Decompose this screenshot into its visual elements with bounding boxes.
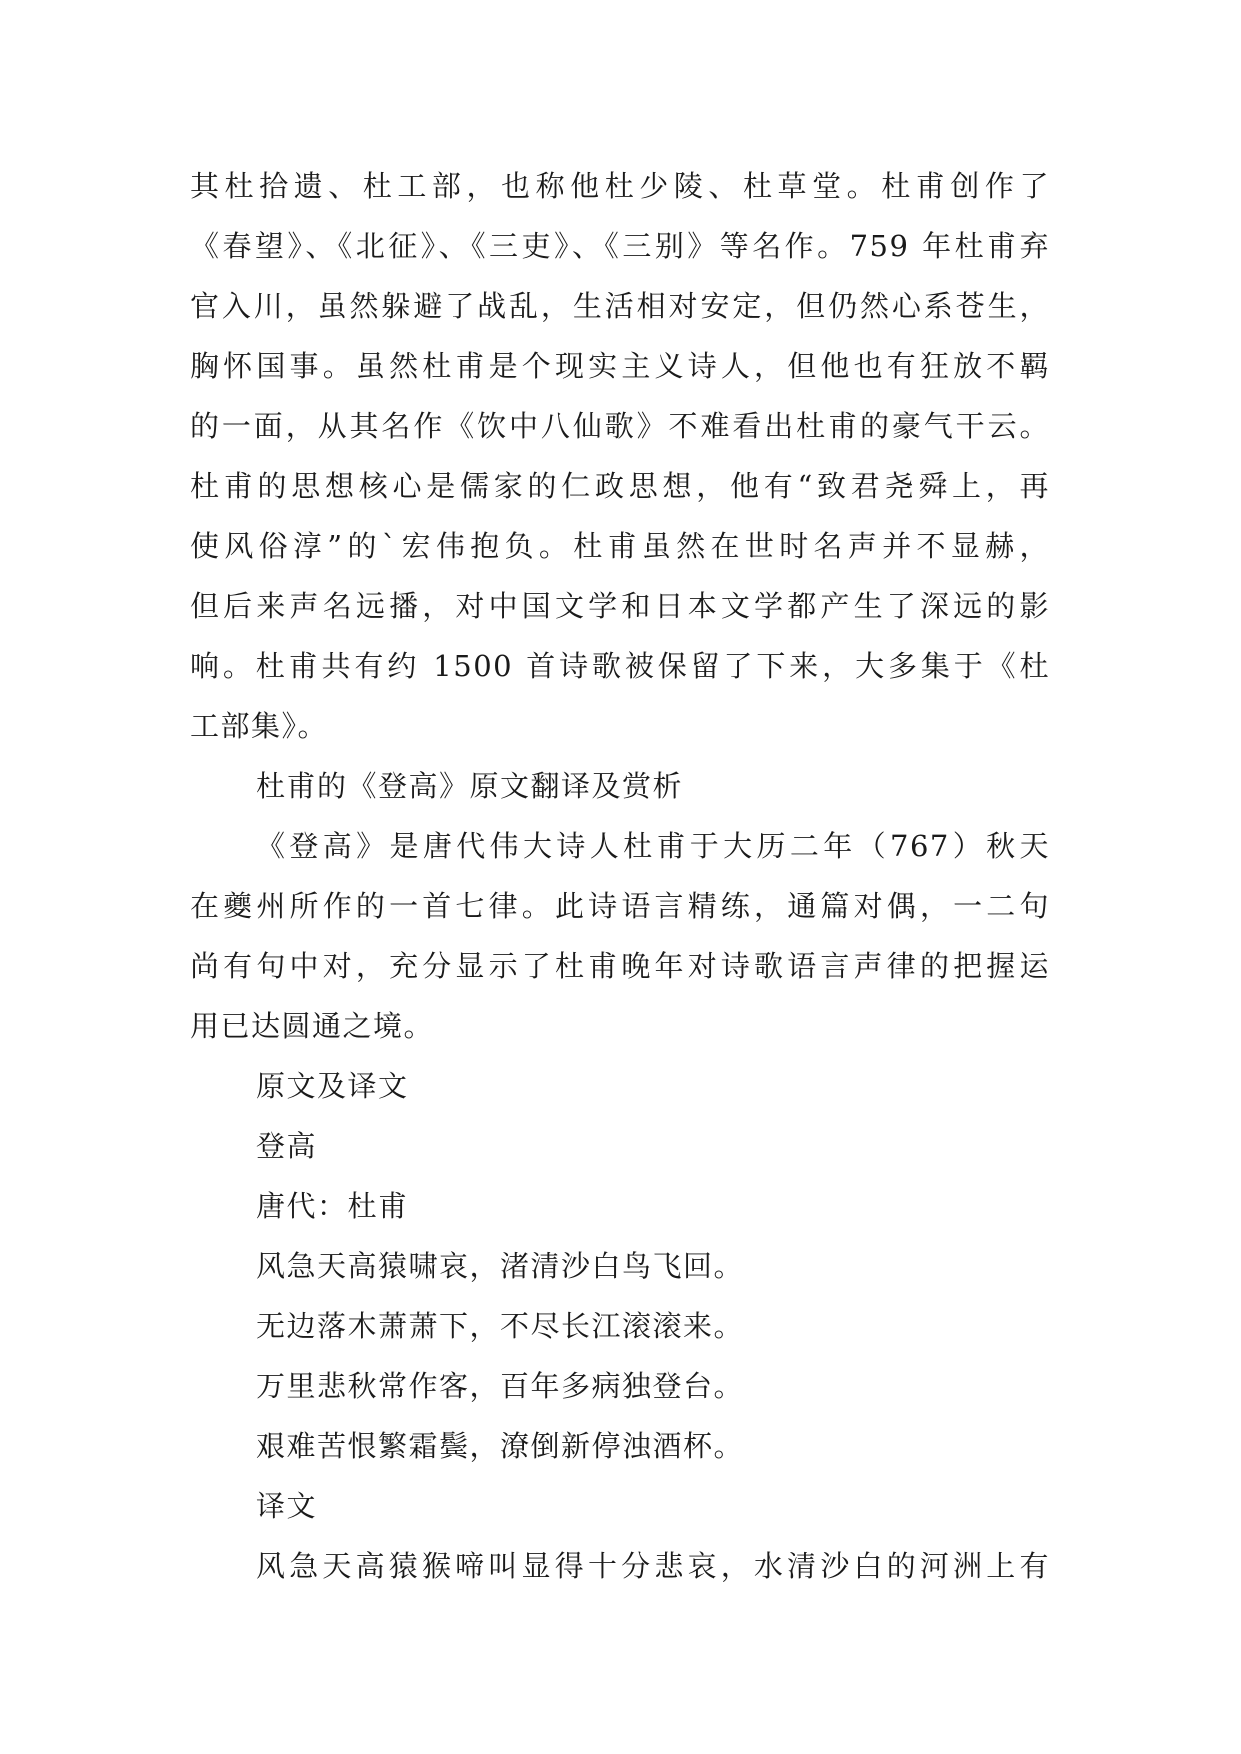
paragraph-line: 用已达圆通之境。 [190, 1009, 435, 1043]
poem-title: 登高 [256, 1129, 318, 1163]
section-heading: 译文 [256, 1489, 318, 1523]
paragraph-line: 在夔州所作的一首七律。此诗语言精练，通篇对偶，一二句 [190, 889, 1050, 923]
paragraph-line: 响。杜甫共有约 1500 首诗歌被保留了下来，大多集于《杜 [190, 649, 1050, 683]
paragraph-line: 尚有句中对，充分显示了杜甫晚年对诗歌语言声律的把握运 [190, 949, 1050, 983]
paragraph-line: 胸怀国事。虽然杜甫是个现实主义诗人，但他也有狂放不羁 [190, 349, 1050, 383]
paragraph-line: 官入川，虽然躲避了战乱，生活相对安定，但仍然心系苍生， [190, 289, 1050, 323]
poem-line: 无边落木萧萧下，不尽长江滚滚来。 [256, 1309, 745, 1343]
paragraph-line: 使风俗淳”的`宏伟抱负。杜甫虽然在世时名声并不显赫， [190, 529, 1050, 563]
paragraph-line: 但后来声名远播，对中国文学和日本文学都产生了深远的影 [190, 589, 1050, 623]
paragraph-line: 其杜拾遗、杜工部，也称他杜少陵、杜草堂。杜甫创作了 [190, 169, 1050, 203]
poem-line: 万里悲秋常作客，百年多病独登台。 [256, 1369, 745, 1403]
section-heading: 原文及译文 [256, 1069, 409, 1103]
paragraph-line: 工部集》。 [190, 709, 329, 743]
paragraph-line: 风急天高猿猴啼叫显得十分悲哀，水清沙白的河洲上有 [256, 1549, 1050, 1583]
poem-line: 风急天高猿啸哀，渚清沙白鸟飞回。 [256, 1249, 745, 1283]
document-page [190, 156, 1050, 1596]
section-heading: 杜甫的《登高》原文翻译及赏析 [256, 769, 684, 803]
paragraph-line: 《登高》是唐代伟大诗人杜甫于大历二年（767）秋天 [256, 829, 1050, 863]
paragraph-line: 《春望》、《北征》、《三吏》、《三别》等名作。759 年杜甫弃 [190, 229, 1050, 263]
poem-author: 唐代：杜甫 [256, 1189, 409, 1223]
poem-line: 艰难苦恨繁霜鬓，潦倒新停浊酒杯。 [256, 1429, 745, 1463]
paragraph-line: 的一面，从其名作《饮中八仙歌》不难看出杜甫的豪气干云。 [190, 409, 1050, 443]
paragraph-line: 杜甫的思想核心是儒家的仁政思想，他有“致君尧舜上，再 [190, 469, 1050, 503]
